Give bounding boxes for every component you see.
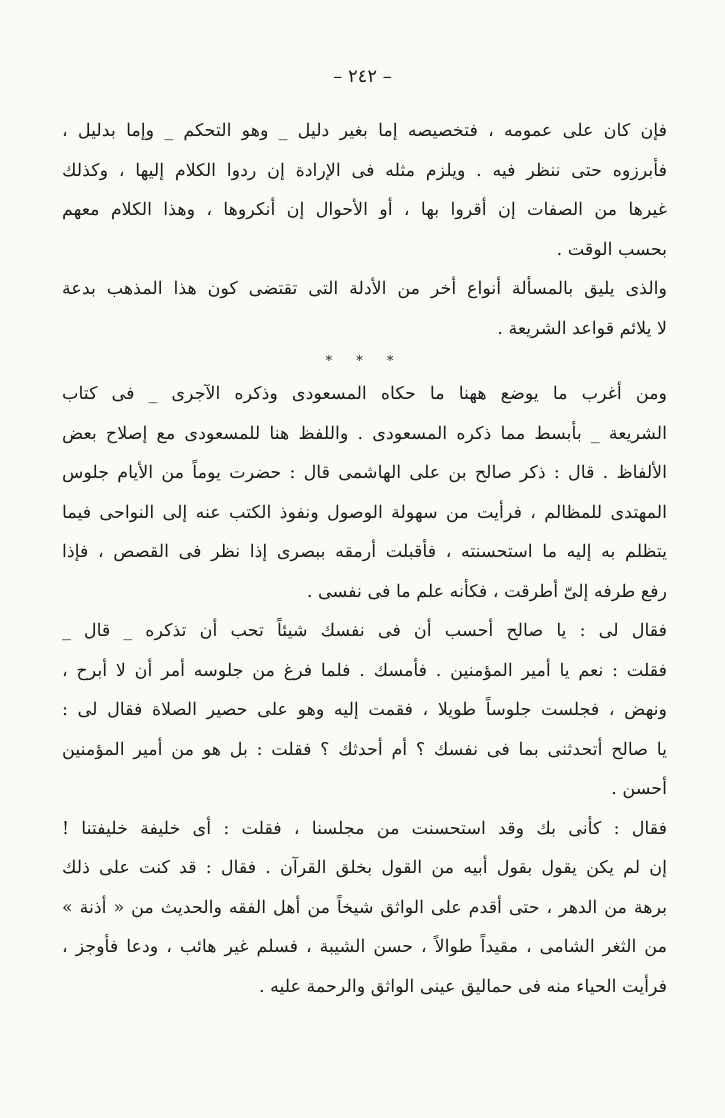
text-line: الألفاظ . قال : ذكر صالح بن على الهاشمى قال : حضرت يوماً من الأيام جلوس (62, 463, 667, 483)
section-separator: * * * (325, 354, 404, 369)
text-line: رفع طرفه إلىّ أطرقت ، فكأنه علم ما فى نفسى . (306, 581, 667, 602)
text-line: يتظلم به إليه ما استحسنته ، فأقبلت أرمقه ببصرى إذا نظر فى القصص ، فإذا (62, 542, 667, 562)
text-line: والذى يليق بالمسألة أنواع أخر من الأدلة التى تقتضى كون هذا المذهب بدعة (62, 279, 667, 299)
body-text (62, 112, 667, 1007)
page-number: – ٢٤٢ – (333, 66, 392, 87)
text-line: لا يلائم قواعد الشريعة . (497, 318, 667, 339)
text-line: أحسن . (611, 779, 667, 799)
text-line: غيرها من الصفات إن أقروا بها ، أو الأحوال إن أنكروها ، وهذا الكلام معهم (62, 200, 667, 220)
text-line: المهتدى للمظالم ، فرأيت من سهولة الوصول ونفوذ الكتب عنه إلى النواحى فيما (62, 502, 667, 523)
text-line: فقلت : نعم يا أمير المؤمنين . فأمسك . فلما فرغ من جلوسه أمر أن لا أبرح ، (62, 660, 667, 681)
text-line: يا صالح أتحدثنى بما فى نفسك ؟ أم أحدثك ؟ فقلت : بل هو من أمير المؤمنين (62, 739, 667, 760)
text-line: فإن كان على عمومه ، فتخصيصه إما بغير دليل _ وهو التحكم _ وإما بدليل ، (62, 121, 667, 141)
text-line: بحسب الوقت . (556, 239, 667, 260)
text-line: من الثغر الشامى ، مقيداً طوالاً ، حسن الشيبة ، فسلم غير هائب ، ودعا فأوجز ، (62, 937, 667, 957)
text-line: فقال لى : يا صالح أحسب أن فى نفسك شيئاً تحب أن تذكره _ قال _ (62, 621, 667, 641)
text-line: فرأيت الحياء منه فى حماليق عينى الواثق والرحمة عليه . (258, 976, 667, 997)
text-line: ونهض ، فجلست جلوساً طويلا ، فقمت إليه وهو على حصير الصلاة فقال لى : (62, 700, 667, 720)
text-line: فأبرزوه حتى ننظر فيه . ويلزم مثله فى الإرادة إن ردوا الكلام إليها ، وكذلك (62, 160, 667, 181)
text-line: برهة من الدهر ، حتى أقدم على الواثق شيخاً من أهل الفقه والحديث من « أذنة » (62, 897, 667, 918)
text-line: الشريعة _ بأبسط مما ذكره المسعودى . واللفظ هنا للمسعودى مع إصلاح بعض (62, 423, 667, 444)
text-line: ومن أغرب ما يوضع ههنا ما حكاه المسعودى وذكره الآجرى _ فى كتاب (62, 384, 667, 404)
text-line: فقال : كأنى بك وقد استحسنت من مجلسنا ، فقلت : أى خليفة خليفتنا ! (62, 818, 667, 839)
text-line: إن لم يكن يقول بقول أبيه من القول بخلق القرآن . فقال : قد كنت على ذلك (62, 858, 667, 878)
